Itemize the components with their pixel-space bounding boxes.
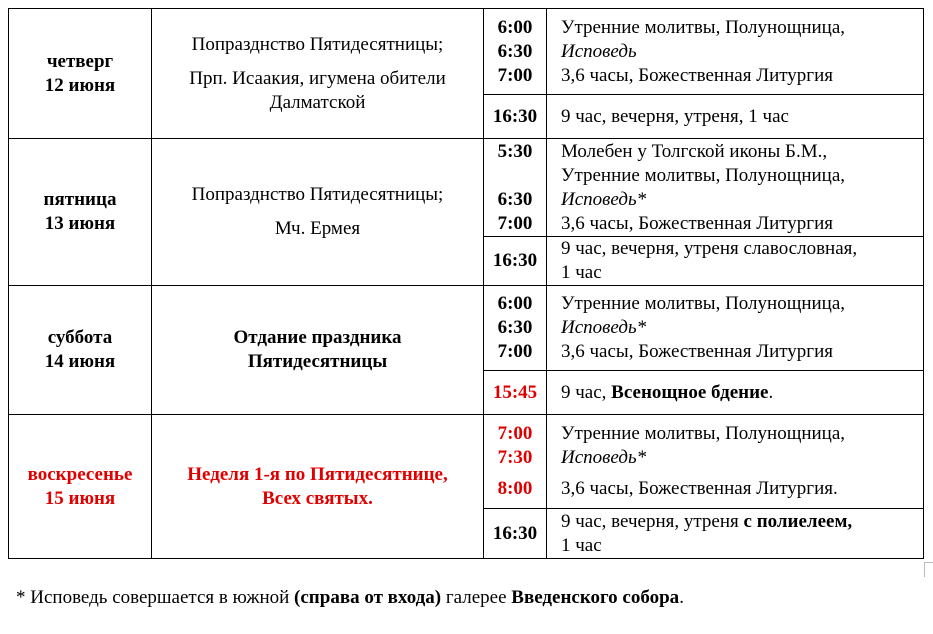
service-line: Утренние молитвы, Полунощница,: [561, 293, 846, 314]
time: 5:30: [497, 140, 533, 162]
service-line: 3,6 часы, Божественная Литургия: [561, 341, 834, 362]
date: 13 июня: [44, 213, 116, 234]
weekday: суббота: [47, 327, 113, 348]
time: 7:30: [497, 447, 533, 468]
service-cell: [547, 286, 924, 371]
feast-line: Прп. Исаакия, игумена обители: [189, 67, 446, 89]
service-cell: [547, 509, 924, 559]
service-line: Утренние молитвы, Полунощница,: [561, 423, 846, 444]
time-cell: [484, 371, 547, 415]
feast-line: Мч. Ермея: [274, 218, 361, 239]
service-highlight: с полиелеем,: [743, 510, 853, 532]
date: 12 июня: [44, 74, 116, 96]
service-line: 1 час: [561, 534, 602, 556]
time: 6:00: [497, 293, 533, 314]
time: 6:30: [497, 40, 533, 62]
day-row-saturday: [9, 286, 924, 371]
footnote-bold: (справа от входа): [294, 587, 442, 608]
feast-cell: [152, 415, 484, 559]
date: 15 июня: [44, 487, 116, 509]
service-line: 9 час, вечерня, утреня славословная,: [561, 238, 858, 259]
time-cell: [484, 286, 547, 371]
time: 16:30: [492, 522, 538, 544]
time-cell: [484, 509, 547, 559]
weekday: воскресенье: [27, 463, 133, 485]
service-cell: [547, 95, 924, 139]
footnote-text: * Исповедь совершается в южной: [16, 587, 295, 608]
service-line: 3,6 часы, Божественная Литургия: [561, 64, 834, 86]
service-cell: [547, 139, 924, 237]
time: 7:00: [497, 423, 533, 444]
time: 7:00: [497, 212, 533, 234]
day-cell: [9, 9, 152, 139]
service-cell: [547, 415, 924, 509]
feast-line: Всех святых.: [262, 487, 373, 509]
footnote-text: галерее: [441, 587, 512, 608]
footnote-bold: Введенского собора: [511, 587, 680, 608]
time: 6:00: [497, 16, 533, 38]
day-cell: [9, 415, 152, 559]
day-row-sunday: [9, 415, 924, 509]
feast-cell: [152, 9, 484, 139]
day-row-friday: [9, 139, 924, 237]
time: 7:00: [497, 64, 533, 86]
service-line: Исповедь*: [561, 317, 647, 338]
feast-line: Попразднство Пятидесятницы;: [191, 184, 444, 205]
time: 16:30: [492, 250, 538, 271]
service-line: Утренние молитвы, Полунощница,: [561, 164, 846, 186]
service-text: .: [768, 381, 774, 403]
footnote: [16, 586, 684, 610]
schedule-table: [8, 8, 924, 559]
time: 8:00: [497, 478, 533, 499]
date: 14 июня: [44, 351, 116, 372]
time-cell: [484, 415, 547, 509]
time: 15:45: [492, 381, 538, 403]
day-row-thursday: [9, 9, 924, 95]
page-corner-marker: [924, 562, 933, 577]
time-cell: [484, 95, 547, 139]
weekday: пятница: [43, 189, 117, 210]
feast-line: Далматской: [269, 91, 366, 113]
service-line: 3,6 часы, Божественная Литургия: [561, 212, 834, 234]
weekday: четверг: [46, 50, 114, 72]
day-cell: [9, 139, 152, 286]
time-cell: [484, 9, 547, 95]
time: 6:30: [497, 317, 533, 338]
service-line: Исповедь*: [561, 188, 647, 210]
feast-cell: [152, 286, 484, 415]
service-text: 9 час, вечерня, утреня: [561, 510, 744, 532]
feast-line: Неделя 1-я по Пятидесятнице,: [187, 463, 448, 485]
service-text: 9 час,: [561, 381, 612, 403]
time: 6:30: [497, 188, 533, 210]
footnote-text: .: [679, 587, 684, 608]
service-line: 3,6 часы, Божественная Литургия.: [561, 478, 838, 499]
day-cell: [9, 286, 152, 415]
service-cell: [547, 9, 924, 95]
service-cell: [547, 371, 924, 415]
time: 7:00: [497, 341, 533, 362]
feast-line: Отдание праздника: [233, 327, 402, 348]
feast-line: Пятидесятницы: [247, 351, 388, 372]
service-line: Исповедь: [561, 40, 637, 62]
service-cell: [547, 237, 924, 286]
feast-cell: [152, 139, 484, 286]
time: 16:30: [492, 105, 538, 127]
time-cell: [484, 237, 547, 286]
time-cell: [484, 139, 547, 237]
service-line: Молебен у Толгской иконы Б.М.,: [561, 140, 828, 162]
service-line: Утренние молитвы, Полунощница,: [561, 16, 846, 38]
service-line: 9 час, вечерня, утреня, 1 час: [561, 105, 789, 127]
service-line: 1 час: [561, 262, 602, 283]
service-highlight: Всенощное бдение: [611, 381, 769, 403]
service-line: Исповедь*: [561, 447, 647, 468]
feast-line: Попразднство Пятидесятницы;: [191, 33, 444, 55]
